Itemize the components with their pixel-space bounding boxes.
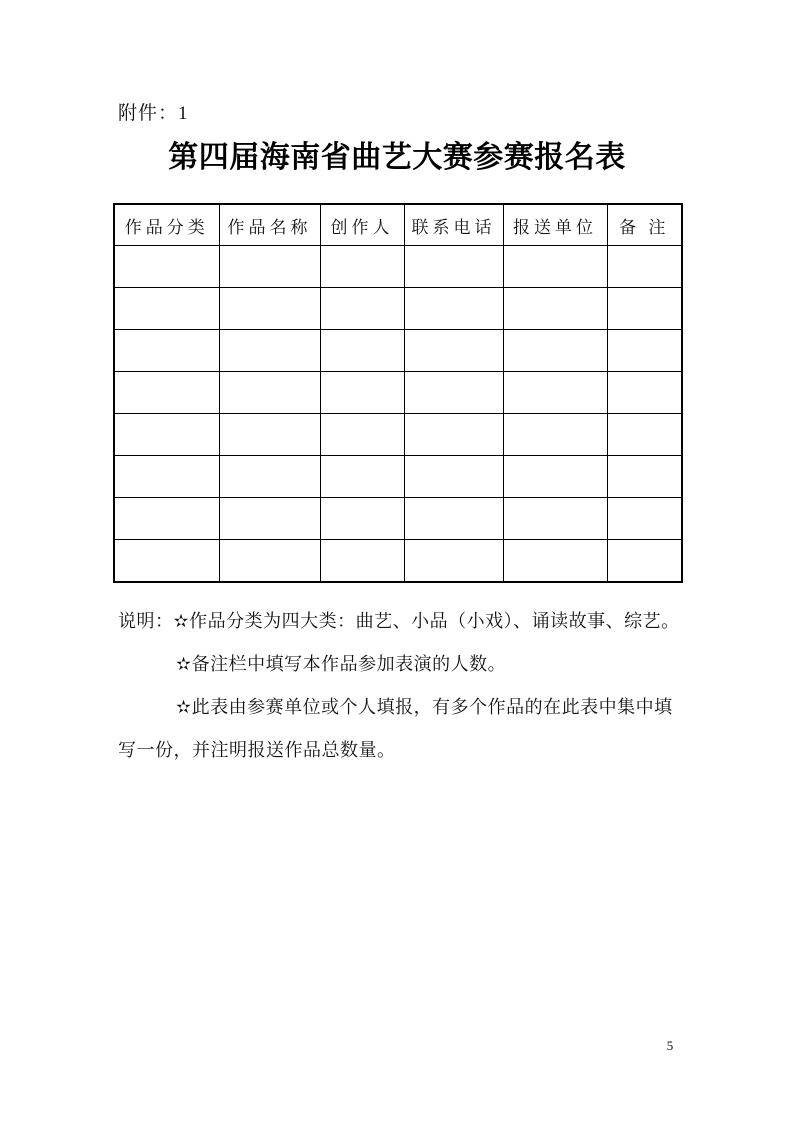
table-cell <box>607 246 682 288</box>
table-cell <box>320 540 404 583</box>
table-cell <box>219 498 320 540</box>
table-header-row <box>114 204 682 246</box>
table-cell <box>320 414 404 456</box>
table-cell <box>114 414 219 456</box>
table-cell <box>320 330 404 372</box>
table-cell <box>219 414 320 456</box>
table-cell <box>503 414 607 456</box>
table-row <box>114 456 682 498</box>
table-cell <box>114 372 219 414</box>
table-cell <box>320 372 404 414</box>
table-cell <box>114 456 219 498</box>
table-cell <box>404 288 503 330</box>
column-header-submitting-unit: 报送单位 <box>503 204 607 246</box>
table-cell <box>114 498 219 540</box>
table-cell <box>607 330 682 372</box>
table-cell <box>404 540 503 583</box>
table-cell <box>114 246 219 288</box>
table-cell <box>404 456 503 498</box>
table-cell <box>404 330 503 372</box>
table-cell <box>607 288 682 330</box>
table-body <box>114 246 682 583</box>
table-cell <box>503 540 607 583</box>
column-header-phone: 联系电话 <box>404 204 503 246</box>
table-cell <box>219 456 320 498</box>
table-cell <box>320 288 404 330</box>
column-header-remarks: 备 注 <box>607 204 682 246</box>
attachment-label: 附件：1 <box>118 103 189 124</box>
table-cell <box>503 288 607 330</box>
registration-table <box>113 203 683 583</box>
note-line-4: 写一份，并注明报送作品总数量。 <box>118 740 396 760</box>
table-row <box>114 540 682 583</box>
table-row <box>114 372 682 414</box>
table-cell <box>114 540 219 583</box>
column-header-category: 作品分类 <box>114 204 219 246</box>
notes-section <box>118 600 718 772</box>
table-cell <box>503 246 607 288</box>
note-line-2: ✫备注栏中填写本作品参加表演的人数。 <box>176 654 507 674</box>
table-cell <box>114 330 219 372</box>
table-row <box>114 414 682 456</box>
table-cell <box>320 498 404 540</box>
column-header-creator: 创作人 <box>320 204 404 246</box>
table-cell <box>503 372 607 414</box>
page-title: 第四届海南省曲艺大赛参赛报名表 <box>168 141 626 174</box>
table-cell <box>219 246 320 288</box>
table-cell <box>404 414 503 456</box>
table-cell <box>219 372 320 414</box>
page-number: 5 <box>666 1038 674 1053</box>
table-cell <box>607 372 682 414</box>
table-cell <box>607 456 682 498</box>
table-cell <box>404 498 503 540</box>
table-cell <box>503 456 607 498</box>
table-cell <box>219 288 320 330</box>
note-line-1: 说明：✫作品分类为四大类：曲艺、小品（小戏）、诵读故事、综艺。 <box>118 611 680 631</box>
table-cell <box>320 456 404 498</box>
table-cell <box>404 372 503 414</box>
table-cell <box>503 498 607 540</box>
table-row <box>114 498 682 540</box>
note-line-3: ✫此表由参赛单位或个人填报，有多个作品的在此表中集中填 <box>176 697 673 717</box>
table-cell <box>114 288 219 330</box>
table-cell <box>607 498 682 540</box>
column-header-work-name: 作品名称 <box>219 204 320 246</box>
table-cell <box>219 540 320 583</box>
table-cell <box>607 540 682 583</box>
table-row <box>114 246 682 288</box>
table-cell <box>404 246 503 288</box>
table-cell <box>320 246 404 288</box>
table-cell <box>219 330 320 372</box>
table-row <box>114 288 682 330</box>
table-row <box>114 330 682 372</box>
table-cell <box>503 330 607 372</box>
table-cell <box>607 414 682 456</box>
